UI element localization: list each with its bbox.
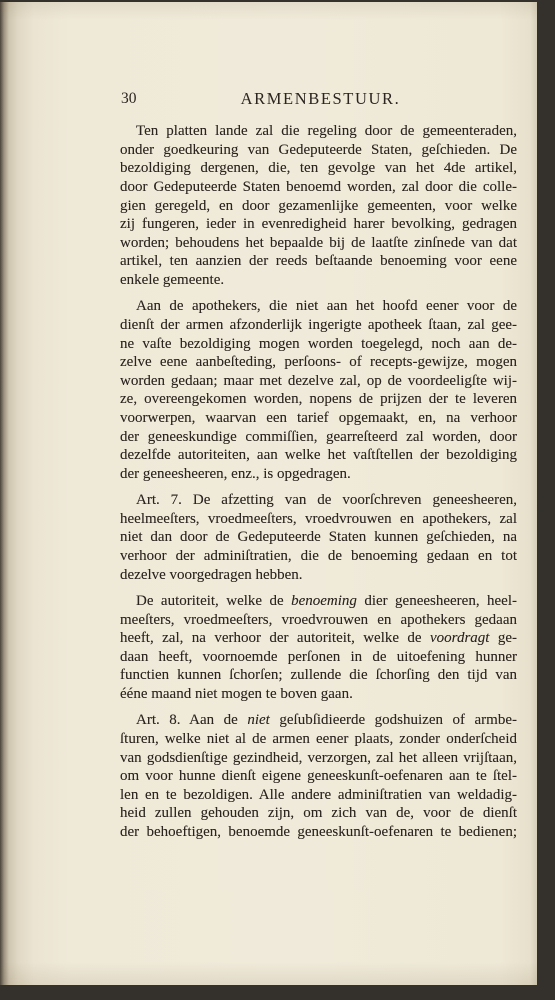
text-line xyxy=(120,666,517,685)
text-line xyxy=(120,648,517,667)
text-block xyxy=(120,122,517,842)
text-line xyxy=(120,141,517,160)
text-line xyxy=(120,297,517,316)
text-line xyxy=(120,353,517,372)
text-line xyxy=(120,159,517,178)
line-text: De autoriteit, welke de xyxy=(136,592,292,609)
paragraph xyxy=(120,297,517,483)
line-text: ze, overeengekomen worden, nopens de prijzen der te leveren xyxy=(120,391,517,408)
line-text: zelve eene aanbeſteding, perſoons- of recepts-gewijze, mogen xyxy=(120,354,517,371)
line-text: om voor hunne dienſt eigene geneeskunſt-oefenaren aan te ſtel- xyxy=(120,768,517,785)
line-text: voorwerpen, waarvan een tarief opgemaakt, en, na verhoor xyxy=(120,410,517,427)
line-text: ge- xyxy=(489,630,518,647)
line-text: dezelve voorgedragen hebben. xyxy=(120,566,303,583)
line-text: van godsdienſtige gezindheid, verzorgen, zal het alleen vrijſtaan, xyxy=(120,749,517,766)
text-line xyxy=(120,786,517,805)
text-line xyxy=(120,409,517,428)
line-text: geſubſidieerde godshuizen of armbe- xyxy=(269,712,517,729)
paragraph xyxy=(120,711,517,841)
text-line xyxy=(120,547,517,566)
line-text: len en te bezoldigen. Alle andere adminiſtratien van weldadig- xyxy=(120,786,517,803)
book-page xyxy=(0,2,537,985)
line-text: gien geregeld, en door gezamenlijke gemeenten, voor welke xyxy=(120,197,517,214)
line-text: onder goedkeuring van Gedeputeerde Staten, geſchieden. De xyxy=(120,141,517,158)
line-text: dier geneesheeren, heel- xyxy=(356,592,517,609)
line-text: heeft, zal, na verhoor der autoriteit, welke de xyxy=(120,630,430,647)
text-line xyxy=(120,215,517,234)
page-number: 30 xyxy=(121,90,137,107)
line-text: der geneesheeren, enz., is opgedragen. xyxy=(120,466,351,483)
text-line xyxy=(120,730,517,749)
running-head: ARMENBESTUUR. xyxy=(240,89,401,108)
text-line xyxy=(120,592,517,611)
line-text: Art. 7. De afzetting van de voorſchreven geneesheeren, xyxy=(136,492,517,509)
line-text: worden gedaan; maar met dezelve zal, op de voordeeligſte wij- xyxy=(120,372,517,389)
paragraph xyxy=(120,491,517,584)
line-text: artikel, ten aanzien der reeds beſtaande benoeming voor eene xyxy=(120,253,517,270)
text-line xyxy=(120,122,517,141)
line-text: Art. 8. Aan de xyxy=(136,712,248,729)
italic-word: voordragt xyxy=(430,630,490,647)
line-text: heid zullen gehouden zijn, om zich van de, voor de dienſt xyxy=(120,805,517,822)
line-text: der geneeskundige commiſſien, gearreſteerd zal worden, door xyxy=(120,428,517,445)
text-line xyxy=(120,390,517,409)
line-text: Ten platten lande zal die regeling door de gemeenteraden, xyxy=(136,123,517,139)
line-text: bezoldiging dergenen, die, ten gevolge van het 4de artikel, xyxy=(120,160,517,177)
line-text: functien kunnen ſchorſen; zullende die ſchorſing den tijd van xyxy=(120,667,517,684)
line-text: meeſters, vroedmeeſters, vroedvrouwen en apothekers gedaan xyxy=(120,611,517,628)
text-line xyxy=(120,804,517,823)
line-text: worden; behoudens het bepaalde bij de laatſte zinſnede van dat xyxy=(120,234,517,251)
line-text: verhoor der adminiſtratien, die de benoeming gedaan en tot xyxy=(120,548,517,565)
text-line xyxy=(120,428,517,447)
text-line xyxy=(120,566,517,585)
text-line xyxy=(120,252,517,271)
text-line xyxy=(120,271,517,290)
text-line xyxy=(120,711,517,730)
text-line xyxy=(120,749,517,768)
line-text: ééne maand niet mogen te boven gaan. xyxy=(120,686,353,703)
text-line xyxy=(120,465,517,484)
italic-word: niet xyxy=(247,712,270,729)
text-line xyxy=(120,446,517,465)
text-line xyxy=(120,197,517,216)
line-text: niet dan door de Gedeputeerde Staten kunnen geſchieden, na xyxy=(120,529,517,546)
line-text: dienſt der armen afzonderlijk ingerigte apotheek ſtaan, zal gee- xyxy=(120,316,517,333)
italic-word: benoeming xyxy=(291,592,357,609)
text-line xyxy=(120,491,517,510)
text-line xyxy=(120,685,517,704)
text-line xyxy=(120,528,517,547)
line-text: der behoeftigen, benoemde geneeskunſt-oefenaren te bedienen; xyxy=(120,824,517,841)
line-text: dezelfde autoriteiten, aan welke het vaſtſtellen der bezoldiging xyxy=(120,447,517,464)
line-text: enkele gemeente. xyxy=(120,272,225,289)
text-line xyxy=(120,510,517,529)
page-header xyxy=(120,89,517,109)
text-line xyxy=(120,611,517,630)
text-line xyxy=(120,823,517,842)
text-line xyxy=(120,335,517,354)
text-line xyxy=(120,234,517,253)
line-text: ne vaſte bezoldiging mogen worden toegelegd, noch aan de- xyxy=(120,335,517,352)
text-line xyxy=(120,372,517,391)
text-line xyxy=(120,767,517,786)
line-text: daan heeft, voornoemde perſonen in de uitoefening hunner xyxy=(120,648,517,665)
line-text: ſturen, welke niet al de armen eener plaats, zonder onderſcheid xyxy=(120,730,517,747)
line-text: door Gedeputeerde Staten benoemd worden, zal door die colle- xyxy=(120,178,517,195)
text-line xyxy=(120,316,517,335)
line-text: heelmeeſters, vroedmeeſters, vroedvrouwen en apothekers, zal xyxy=(120,510,517,527)
paragraph xyxy=(120,122,517,290)
line-text: zij fungeren, ieder in evenredigheid harer bevolking, gedragen xyxy=(120,216,517,233)
line-text: Aan de apothekers, die niet aan het hoofd eener voor de xyxy=(136,298,517,315)
text-line xyxy=(120,178,517,197)
paragraph xyxy=(120,592,517,704)
text-line xyxy=(120,629,517,648)
